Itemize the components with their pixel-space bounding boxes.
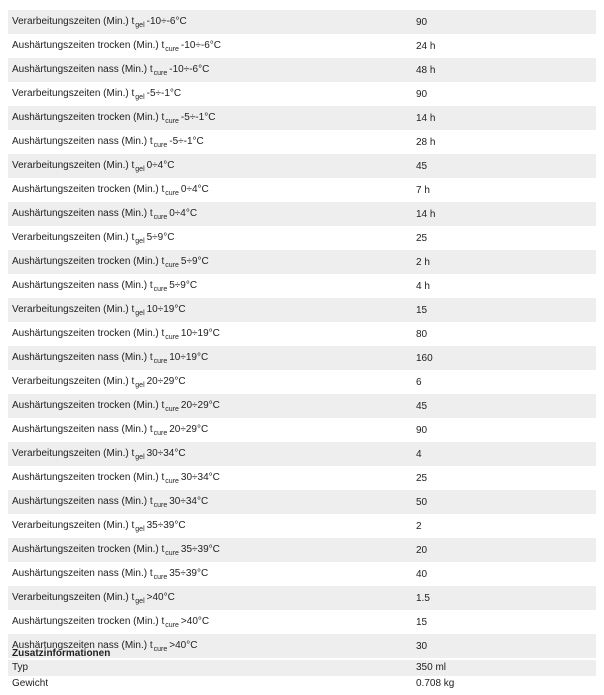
spec-temperature-range: 35÷39°C [169, 568, 209, 579]
spec-temperature-range: 0÷4°C [180, 184, 209, 195]
spec-label [8, 154, 416, 178]
spec-label-subscript: gel [135, 166, 145, 173]
spec-row [8, 226, 596, 250]
spec-row [8, 82, 596, 106]
spec-row [8, 274, 596, 298]
spec-temperature-range: -5÷-1°C [180, 112, 216, 123]
spec-label-subscript: cure [153, 430, 168, 437]
spec-temperature-range: 30÷34°C [180, 472, 220, 483]
spec-value: 24 h [416, 40, 436, 52]
spec-label-subscript: cure [165, 46, 179, 53]
spec-value: 1.5 [416, 586, 596, 610]
spec-label-subscript: cure [165, 262, 179, 269]
spec-label-text: Aushärtungszeiten nass (Min.) t [12, 64, 153, 75]
spec-temperature-range: 20÷29°C [180, 400, 220, 411]
spec-label [8, 466, 416, 490]
curing-times-table [8, 10, 596, 658]
spec-label-subscript: cure [153, 214, 168, 221]
spec-value: 48 h [416, 58, 596, 82]
spec-temperature-range: 20÷29°C [169, 424, 209, 435]
spec-label-text: Aushärtungszeiten trocken (Min.) t [12, 184, 165, 195]
spec-value: 25 [416, 472, 428, 484]
spec-row [8, 154, 596, 178]
spec-value: 15 [416, 298, 596, 322]
spec-temperature-range: 5÷9°C [180, 256, 209, 267]
spec-value: 40 [416, 568, 428, 580]
spec-temperature-range: -10÷-6°C [180, 40, 221, 51]
spec-label [8, 586, 416, 610]
spec-row [8, 322, 596, 346]
spec-value: 50 [416, 490, 596, 514]
spec-label [8, 394, 416, 418]
spec-value: 45 [416, 154, 596, 178]
spec-label-subscript: cure [165, 190, 179, 197]
spec-value: 15 [416, 616, 428, 628]
spec-label-subscript: cure [165, 118, 179, 125]
spec-row [8, 130, 596, 154]
spec-row [8, 514, 596, 538]
info-row [8, 676, 596, 692]
spec-label-text: Aushärtungszeiten nass (Min.) t [12, 280, 153, 291]
additional-info-table [8, 660, 596, 692]
spec-label [8, 610, 416, 634]
info-label: Gewicht [12, 678, 49, 689]
spec-label [8, 10, 416, 34]
spec-label-text: Aushärtungszeiten trocken (Min.) t [12, 472, 165, 483]
spec-row [8, 418, 596, 442]
spec-temperature-range: -5÷-1°C [169, 136, 204, 147]
spec-label-subscript: cure [153, 286, 168, 293]
spec-row [8, 466, 596, 490]
spec-value: 2 h [416, 250, 596, 274]
spec-label-text: Verarbeitungszeiten (Min.) t [12, 520, 135, 531]
spec-label-subscript: gel [135, 598, 145, 605]
spec-label [8, 178, 416, 202]
spec-label-text: Verarbeitungszeiten (Min.) t [12, 592, 135, 603]
spec-label-text: Verarbeitungszeiten (Min.) t [12, 16, 135, 27]
spec-label-text: Aushärtungszeiten nass (Min.) t [12, 568, 153, 579]
additional-info-body [8, 660, 596, 692]
spec-row [8, 178, 596, 202]
spec-label-text: Aushärtungszeiten trocken (Min.) t [12, 112, 165, 123]
spec-temperature-range: >40°C [146, 592, 175, 603]
spec-temperature-range: 5÷9°C [169, 280, 198, 291]
spec-row [8, 298, 596, 322]
spec-label-subscript: cure [165, 406, 179, 413]
spec-label-text: Verarbeitungszeiten (Min.) t [12, 160, 135, 171]
spec-value: 45 [416, 394, 596, 418]
spec-value: 14 h [416, 106, 596, 130]
spec-value: 20 [416, 538, 596, 562]
spec-label [8, 370, 416, 394]
spec-label-subscript: cure [153, 646, 168, 653]
spec-temperature-range: 0÷4°C [146, 160, 175, 171]
spec-row [8, 34, 596, 58]
spec-row [8, 442, 596, 466]
spec-label-text: Aushärtungszeiten nass (Min.) t [12, 352, 153, 363]
additional-info-heading: Zusatzinformationen [12, 648, 111, 659]
spec-label-subscript: gel [135, 22, 145, 29]
spec-row [8, 106, 596, 130]
spec-temperature-range: 5÷9°C [146, 232, 175, 243]
spec-label-text: Aushärtungszeiten trocken (Min.) t [12, 616, 165, 627]
spec-label-subscript: cure [153, 142, 168, 149]
spec-label-text: Aushärtungszeiten trocken (Min.) t [12, 256, 165, 267]
spec-label [8, 250, 416, 274]
spec-value: 25 [416, 232, 428, 244]
spec-value: 90 [416, 88, 428, 100]
spec-label [8, 322, 416, 346]
spec-row [8, 58, 596, 82]
spec-value: 2 [416, 520, 422, 532]
spec-value: 14 h [416, 202, 596, 226]
spec-label [8, 346, 416, 370]
spec-label-subscript: gel [135, 94, 145, 101]
spec-label [8, 106, 416, 130]
spec-label-subscript: cure [165, 334, 179, 341]
spec-row [8, 370, 596, 394]
spec-label [8, 34, 416, 58]
info-value: 350 ml [416, 660, 596, 676]
spec-label-subscript: cure [165, 478, 179, 485]
curing-times-body [8, 10, 596, 658]
spec-label-text: Verarbeitungszeiten (Min.) t [12, 232, 135, 243]
spec-label-subscript: cure [165, 550, 179, 557]
spec-label-text: Aushärtungszeiten nass (Min.) t [12, 496, 153, 507]
spec-temperature-range: 30÷34°C [169, 496, 209, 507]
spec-label-subscript: gel [135, 382, 145, 389]
spec-row [8, 586, 596, 610]
spec-label-subscript: cure [153, 70, 168, 77]
spec-temperature-range: 35÷39°C [180, 544, 220, 555]
spec-label-text: Aushärtungszeiten trocken (Min.) t [12, 544, 165, 555]
spec-value: 80 [416, 328, 428, 340]
spec-temperature-range: >40°C [169, 640, 198, 651]
spec-label-text: Aushärtungszeiten trocken (Min.) t [12, 328, 165, 339]
spec-value: 4 h [416, 280, 430, 292]
spec-row [8, 250, 596, 274]
spec-temperature-range: 20÷29°C [146, 376, 186, 387]
spec-label-subscript: gel [135, 238, 145, 245]
spec-row [8, 562, 596, 586]
spec-value: 4 [416, 442, 596, 466]
spec-label [8, 514, 416, 538]
spec-label-text: Verarbeitungszeiten (Min.) t [12, 88, 135, 99]
spec-row [8, 490, 596, 514]
spec-label [8, 298, 416, 322]
spec-label-subscript: gel [135, 454, 145, 461]
spec-temperature-range: 10÷19°C [169, 352, 209, 363]
spec-row [8, 394, 596, 418]
spec-label-subscript: cure [153, 502, 168, 509]
spec-row [8, 610, 596, 634]
spec-temperature-range: -10÷-6°C [146, 16, 187, 27]
spec-label-subscript: cure [153, 574, 168, 581]
spec-label [8, 202, 416, 226]
spec-row [8, 346, 596, 370]
spec-label [8, 58, 416, 82]
spec-value: 90 [416, 10, 596, 34]
spec-row [8, 202, 596, 226]
info-label: Typ [8, 660, 416, 676]
spec-row [8, 10, 596, 34]
spec-label-text: Aushärtungszeiten nass (Min.) t [12, 640, 153, 651]
spec-label-text: Verarbeitungszeiten (Min.) t [12, 376, 135, 387]
spec-temperature-range: -5÷-1°C [146, 88, 182, 99]
spec-label [8, 418, 416, 442]
spec-row [8, 538, 596, 562]
spec-label-text: Aushärtungszeiten trocken (Min.) t [12, 400, 165, 411]
spec-temperature-range: -10÷-6°C [169, 64, 210, 75]
info-value: 0.708 kg [416, 678, 455, 689]
spec-temperature-range: 30÷34°C [146, 448, 186, 459]
spec-label-text: Verarbeitungszeiten (Min.) t [12, 448, 135, 459]
spec-label [8, 562, 416, 586]
spec-temperature-range: 10÷19°C [180, 328, 220, 339]
spec-value: 160 [416, 346, 596, 370]
spec-label [8, 274, 416, 298]
spec-value: 30 [416, 634, 596, 658]
spec-value: 7 h [416, 184, 430, 196]
spec-label-text: Verarbeitungszeiten (Min.) t [12, 304, 135, 315]
spec-label-text: Aushärtungszeiten nass (Min.) t [12, 424, 153, 435]
spec-label-text: Aushärtungszeiten trocken (Min.) t [12, 40, 165, 51]
info-row [8, 660, 596, 676]
spec-label-text: Aushärtungszeiten nass (Min.) t [12, 208, 153, 219]
spec-label [8, 82, 416, 106]
spec-label [8, 538, 416, 562]
spec-temperature-range: 10÷19°C [146, 304, 186, 315]
spec-temperature-range: 35÷39°C [146, 520, 186, 531]
spec-label-subscript: gel [135, 526, 145, 533]
spec-label [8, 442, 416, 466]
spec-label-subscript: cure [153, 358, 168, 365]
spec-temperature-range: 0÷4°C [169, 208, 198, 219]
spec-label [8, 130, 416, 154]
spec-value: 28 h [416, 136, 436, 148]
spec-value: 6 [416, 376, 422, 388]
spec-label-subscript: gel [135, 310, 145, 317]
spec-temperature-range: >40°C [180, 616, 210, 627]
spec-label [8, 490, 416, 514]
spec-value: 90 [416, 424, 428, 436]
spec-label-subscript: cure [165, 622, 179, 629]
spec-label [8, 226, 416, 250]
spec-label-text: Aushärtungszeiten nass (Min.) t [12, 136, 153, 147]
